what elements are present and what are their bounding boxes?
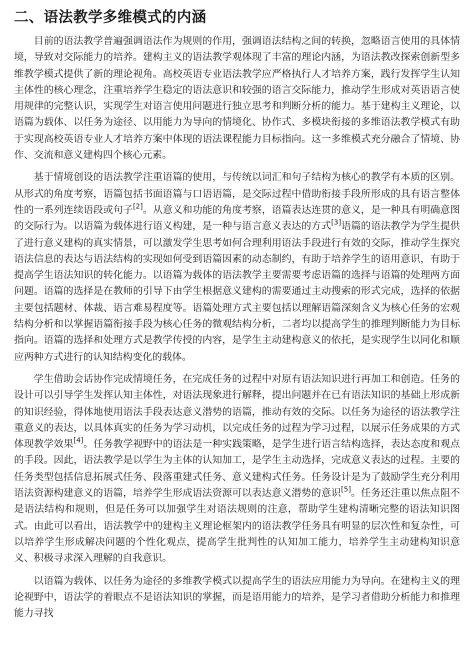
- citation-ref: [3]: [331, 218, 342, 227]
- citation-ref: [4]: [73, 436, 84, 445]
- paragraph-3-text: 学生借助会话协作完成情境任务，在完成任务的过程中对原有语法知识进行再加工和创造。任务的设计可以引导学生发挥认知主体性，对语法现象进行解释，提出问题并在已有语法知识的基础上形成新的知识经验，得体地使用语法手段表达意义潜势的语篇，推动有效的交际。以任务为途径的语法教学注重意义的表达，以具体真实的任务为学习动机，以完成任务的过程为学习过程，以展示任务成果的方式体现教学效果: [14, 373, 460, 451]
- paragraph-2-tail: 。从意义和功能的角度考察，语篇表达连贯的意义，是一种具有明确意图的交际行为。以语篇为载体进行语义构建，是一种与语言意义表达的方式: [14, 204, 460, 233]
- citation-ref: [5]: [341, 485, 351, 494]
- paragraph-3-tail: 。任务教学视野中的语法是一种实践策略，是学生进行语言结构选择，表达态度和观点的手段。因此，语法教学是以学生为主体的认知加工，是学生主动选择，完成意义表达的过程。主要的任务类型包括信息拓展式任务、段落重建式任务、意义建构式任务。任务设计是为了鼓励学生充分利用语法资源构建意义的语篇，培养学生形成语法资源可以表达意义潜势的意识: [14, 439, 460, 500]
- paragraph-2-continued: 语篇的语法教学为学生提供了进行意义建构的真实情景，可以激发学生思考如何合理利用语法手段进行有效的交际，推动学生探究语法信息的表达与语法结构的实现如何受到语篇因素的动态制约，有助于培养学生的语用意识，有助于提高学生语法知识的转化能力。以语篇为载体的语法教学主要需要考虑语篇的选择与语篇的处理两方面问题。语篇的选择是在教师的引导下由学生根据意义建构的需要通过主动搜索的形式完成，选择的依据主要包括题材、体裁、语言难易程度等。语篇处理方式主要包括以理解语篇深刻含义为核心任务的宏观结构分析和以掌握语篇衔接手段为核心任务的微观结构分析，二者均以提高学生的推理判断能力为目标指向。语篇的选择和处理方式是教学传授的内容，是学生主动建构意义的依托，是实现学生以同化和顺应两种方式进行的认知结构变化的载体。: [14, 221, 460, 363]
- paragraph-4-text: 以语篇为载体、以任务为途径的多维教学模式以提高学生的语法应用能力为导向。在建构主义的理论视野中，语法学的着眼点不是语法知识的掌握，而是语用能力的培养，是学习者借助分析能力和推理能力寻找: [14, 575, 460, 620]
- paragraph-3: [14, 372, 460, 568]
- paragraph-3-after: 。任务还注重以焦点阻不是语法结构和规则，但是任务可以加强学生对语法规则的注意，帮助学生建构清晰完整的语法知识图式。由此可以看出，语法教学中的建构主义理论框架内的语法教学任务具有明显的层次性和复杂性，可以培养学生形成解决问题的个性化观点，提高学生批判性的认知加工能力，培养学生主动建构知识意义、积极寻求深入理解的自我意识。: [14, 488, 460, 565]
- paragraph-2: [14, 170, 460, 366]
- paragraph-2-text: 基于情境创设的语法教学注重语篇的使用，与传统以词汇和句子结构为核心的教学有本质的区别。从形式的角度考察，语篇包括书面语篇与口语语篇，是交际过程中借助衔接手段所形成的具有语言整体性的一系列连续语段或句子: [14, 172, 460, 216]
- citation-ref: [2]: [132, 202, 143, 211]
- section-heading: 二、语法教学多维模式的内涵: [14, 10, 207, 26]
- paragraph-4: [14, 574, 460, 623]
- paragraph-1-text: 目前的语法教学普遍强调语法作为规则的作用，强调语法结构之间的转换，忽略语言使用的具体情境，导致对交际能力的培养。建构主义的语法教学观体现了丰富的理论内涵，为语法教改探索创新型多维教学模式提供了新的理论视角。高校英语专业语法教学应严格执行人才培养方案，践行发挥学生认知主体性的核心理念，注重培养学生稳定的语法意识和较强的语言交际能力，推动学生形成对英语语言使用规律的完整认识，实现学生对语言使用问题进行独立思考和判断分析的能力。基于建构主义理论，以语篇为载体、以任务为途径、以用能力为导向的情境化、协作式、多模块衔接的多维语法教学模式有助于实现高校英语专业人才培养方案中体现的语法课程能力目标指向。这一多维模式充分融合了情境、协作、交流和意义建构四个核心元素。: [14, 36, 460, 162]
- paragraph-1: [14, 34, 460, 164]
